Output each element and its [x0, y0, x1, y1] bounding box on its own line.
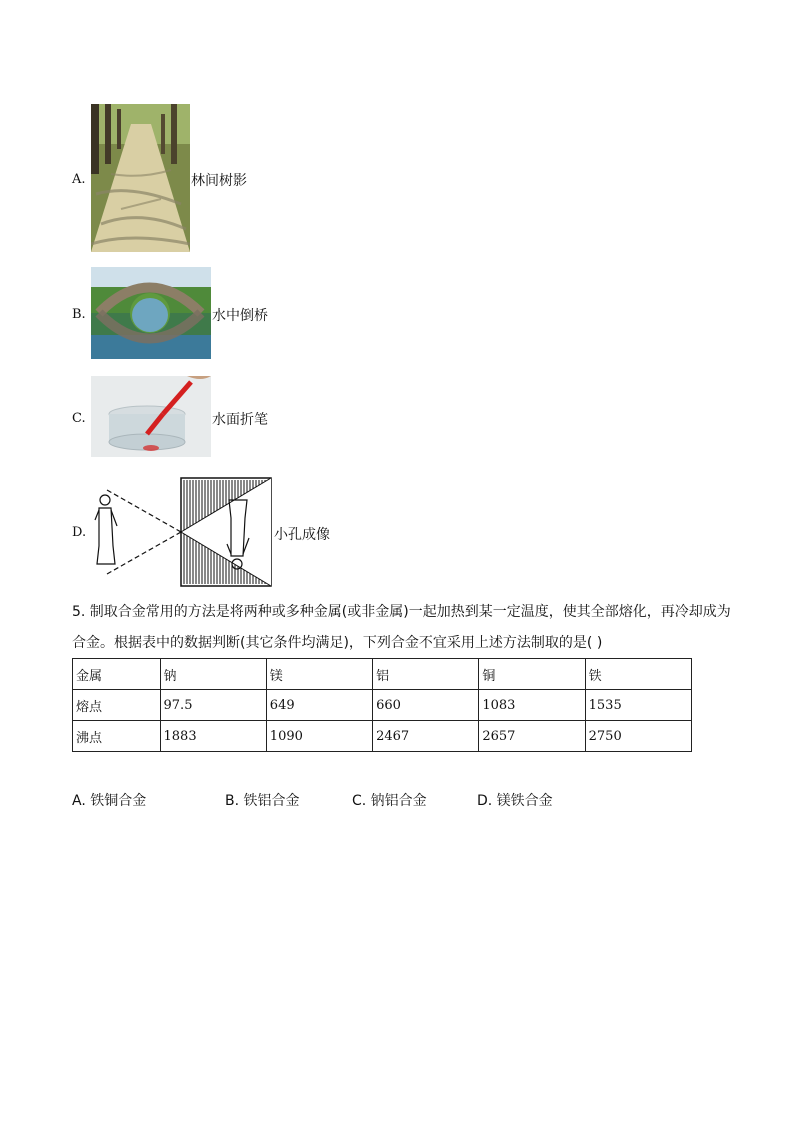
table-row — [73, 690, 692, 721]
option-c-caption: 水面折笔 — [212, 412, 268, 428]
option-d-letter: D. — [72, 525, 87, 540]
bridge-reflection-photo — [91, 267, 211, 359]
question-5-line-2: 合金。根据表中的数据判断(其它条件均满足)，下列合金不宜采用上述方法制取的是( ) — [72, 635, 603, 651]
option-a-caption: 林间树影 — [191, 173, 247, 189]
table-row — [73, 721, 692, 752]
answer-choice-a[interactable]: A. 铁铜合金 — [72, 793, 147, 809]
table-cell: 钠 — [160, 659, 266, 690]
option-b-caption: 水中倒桥 — [212, 308, 268, 324]
table-cell: 1883 — [160, 721, 266, 752]
table-cell: 97.5 — [160, 690, 266, 721]
option-a-letter: A. — [72, 172, 86, 187]
table-cell: 2750 — [585, 721, 691, 752]
answer-choice-b[interactable]: B. 铁铝合金 — [225, 793, 300, 809]
table-cell: 镁 — [266, 659, 372, 690]
table-cell: 铜 — [479, 659, 585, 690]
pinhole-camera-diagram — [89, 476, 273, 588]
table-cell: 2467 — [373, 721, 479, 752]
tree-shadow-photo — [91, 104, 190, 252]
table-cell: 649 — [266, 690, 372, 721]
table-cell: 1090 — [266, 721, 372, 752]
metal-properties-table — [72, 658, 692, 752]
option-b-letter: B. — [72, 307, 86, 322]
answer-choice-c[interactable]: C. 钠铝合金 — [352, 793, 427, 809]
table-cell: 铁 — [585, 659, 691, 690]
option-d-caption: 小孔成像 — [274, 527, 330, 543]
table-cell: 铝 — [373, 659, 479, 690]
bent-pen-water-photo — [91, 376, 211, 457]
table-cell: 金属 — [73, 659, 161, 690]
table-cell: 1083 — [479, 690, 585, 721]
table-cell: 660 — [373, 690, 479, 721]
answer-choice-d[interactable]: D. 镁铁合金 — [477, 793, 553, 809]
table-cell: 熔点 — [73, 690, 161, 721]
table-cell: 沸点 — [73, 721, 161, 752]
table-cell: 1535 — [585, 690, 691, 721]
question-5-line-1: 5. 制取合金常用的方法是将两种或多种金属(或非金属)一起加热到某一定温度，使其全部熔化，再冷却成为 — [72, 604, 731, 620]
table-cell: 2657 — [479, 721, 585, 752]
option-c-letter: C. — [72, 411, 86, 426]
table-header-row — [73, 659, 692, 690]
